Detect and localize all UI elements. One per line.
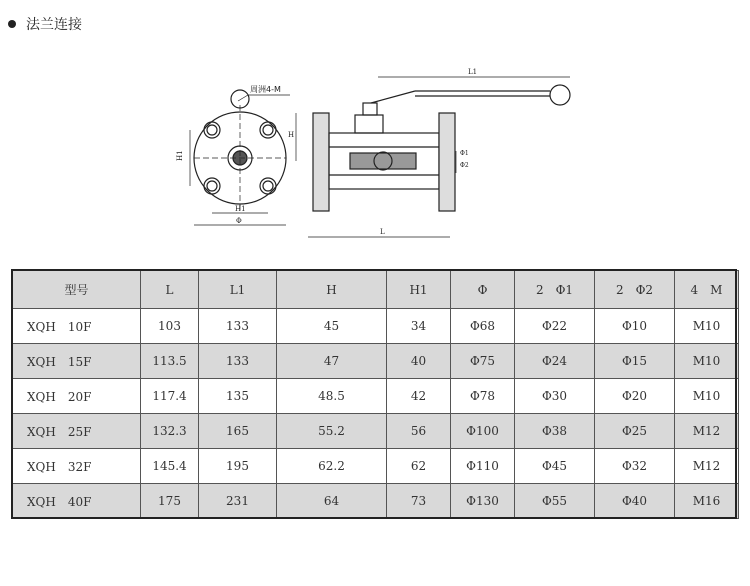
table-cell: Φ130 <box>451 484 515 519</box>
table-cell: 113.5 <box>141 344 199 379</box>
l1-dim-label: L1 <box>468 68 478 76</box>
table-cell: 103 <box>141 309 199 344</box>
table-cell: 135 <box>199 379 277 414</box>
table-cell: Φ68 <box>451 309 515 344</box>
table-cell: Φ22 <box>515 309 595 344</box>
phi-dim-label: Φ <box>236 217 242 225</box>
header-cell: L <box>141 271 199 309</box>
table-cell: 73 <box>387 484 451 519</box>
table-cell: M16 <box>675 484 739 519</box>
table-cell: 165 <box>199 414 277 449</box>
header-cell: H <box>277 271 387 309</box>
table-cell: 64 <box>277 484 387 519</box>
table-cell: Φ32 <box>595 449 675 484</box>
table-cell: Φ20 <box>595 379 675 414</box>
l-dim-label: L <box>380 228 385 236</box>
header-cell: Φ <box>451 271 515 309</box>
technical-drawing <box>150 55 590 255</box>
table-cell: 34 <box>387 309 451 344</box>
table-cell: 47 <box>277 344 387 379</box>
h-dim-label: H <box>288 131 295 139</box>
table-cell: 62.2 <box>277 449 387 484</box>
table-row <box>13 309 739 344</box>
h1-bottom-dim-label: H1 <box>235 205 246 213</box>
table-cell: 117.4 <box>141 379 199 414</box>
model-cell: XQH 15F <box>13 344 141 379</box>
table-cell: Φ25 <box>595 414 675 449</box>
header-cell: H1 <box>387 271 451 309</box>
table-cell: Φ75 <box>451 344 515 379</box>
table-cell: Φ78 <box>451 379 515 414</box>
table-cell: 48.5 <box>277 379 387 414</box>
table-cell: M10 <box>675 309 739 344</box>
bullet-icon <box>8 20 16 28</box>
h1-dim-label: H1 <box>176 150 184 161</box>
table-cell: 132.3 <box>141 414 199 449</box>
section-header <box>8 14 82 34</box>
table-cell: 133 <box>199 309 277 344</box>
table-cell: 175 <box>141 484 199 519</box>
table-cell: Φ45 <box>515 449 595 484</box>
table-cell: M10 <box>675 344 739 379</box>
header-cell: 2 Φ2 <box>595 271 675 309</box>
table-cell: 56 <box>387 414 451 449</box>
table-cell: Φ110 <box>451 449 515 484</box>
table-cell: Φ38 <box>515 414 595 449</box>
table-cell: Φ15 <box>595 344 675 379</box>
table-row <box>13 449 739 484</box>
model-cell: XQH 32F <box>13 449 141 484</box>
phi1-dim-label: Φ1 <box>460 150 469 157</box>
table-row <box>13 379 739 414</box>
hole-note-label: 周洲4-M <box>250 85 281 94</box>
table-header-row <box>13 271 739 309</box>
table-cell: 45 <box>277 309 387 344</box>
section-title: 法兰连接 <box>26 17 82 33</box>
table-cell: 133 <box>199 344 277 379</box>
model-cell: XQH 25F <box>13 414 141 449</box>
table-cell: Φ24 <box>515 344 595 379</box>
table-cell: 62 <box>387 449 451 484</box>
table-cell: Φ30 <box>515 379 595 414</box>
table-cell: M12 <box>675 449 739 484</box>
table-cell: 231 <box>199 484 277 519</box>
header-cell: L1 <box>199 271 277 309</box>
spec-table <box>12 270 739 519</box>
header-cell: 4 M <box>675 271 739 309</box>
model-cell: XQH 10F <box>13 309 141 344</box>
table-cell: 55.2 <box>277 414 387 449</box>
table-cell: M10 <box>675 379 739 414</box>
model-cell: XQH 40F <box>13 484 141 519</box>
table-cell: 42 <box>387 379 451 414</box>
table-cell: 195 <box>199 449 277 484</box>
table-cell: Φ40 <box>595 484 675 519</box>
table-cell: Φ10 <box>595 309 675 344</box>
table-row <box>13 344 739 379</box>
table-cell: 40 <box>387 344 451 379</box>
table-cell: 145.4 <box>141 449 199 484</box>
header-cell: 2 Φ1 <box>515 271 595 309</box>
model-cell: XQH 20F <box>13 379 141 414</box>
valve-side-view <box>296 77 570 237</box>
table-cell: M12 <box>675 414 739 449</box>
table-row <box>13 414 739 449</box>
phi2-dim-label: Φ2 <box>460 162 469 169</box>
table-cell: Φ55 <box>515 484 595 519</box>
table-cell: Φ100 <box>451 414 515 449</box>
table-row <box>13 484 739 519</box>
header-cell: 型号 <box>13 271 141 309</box>
